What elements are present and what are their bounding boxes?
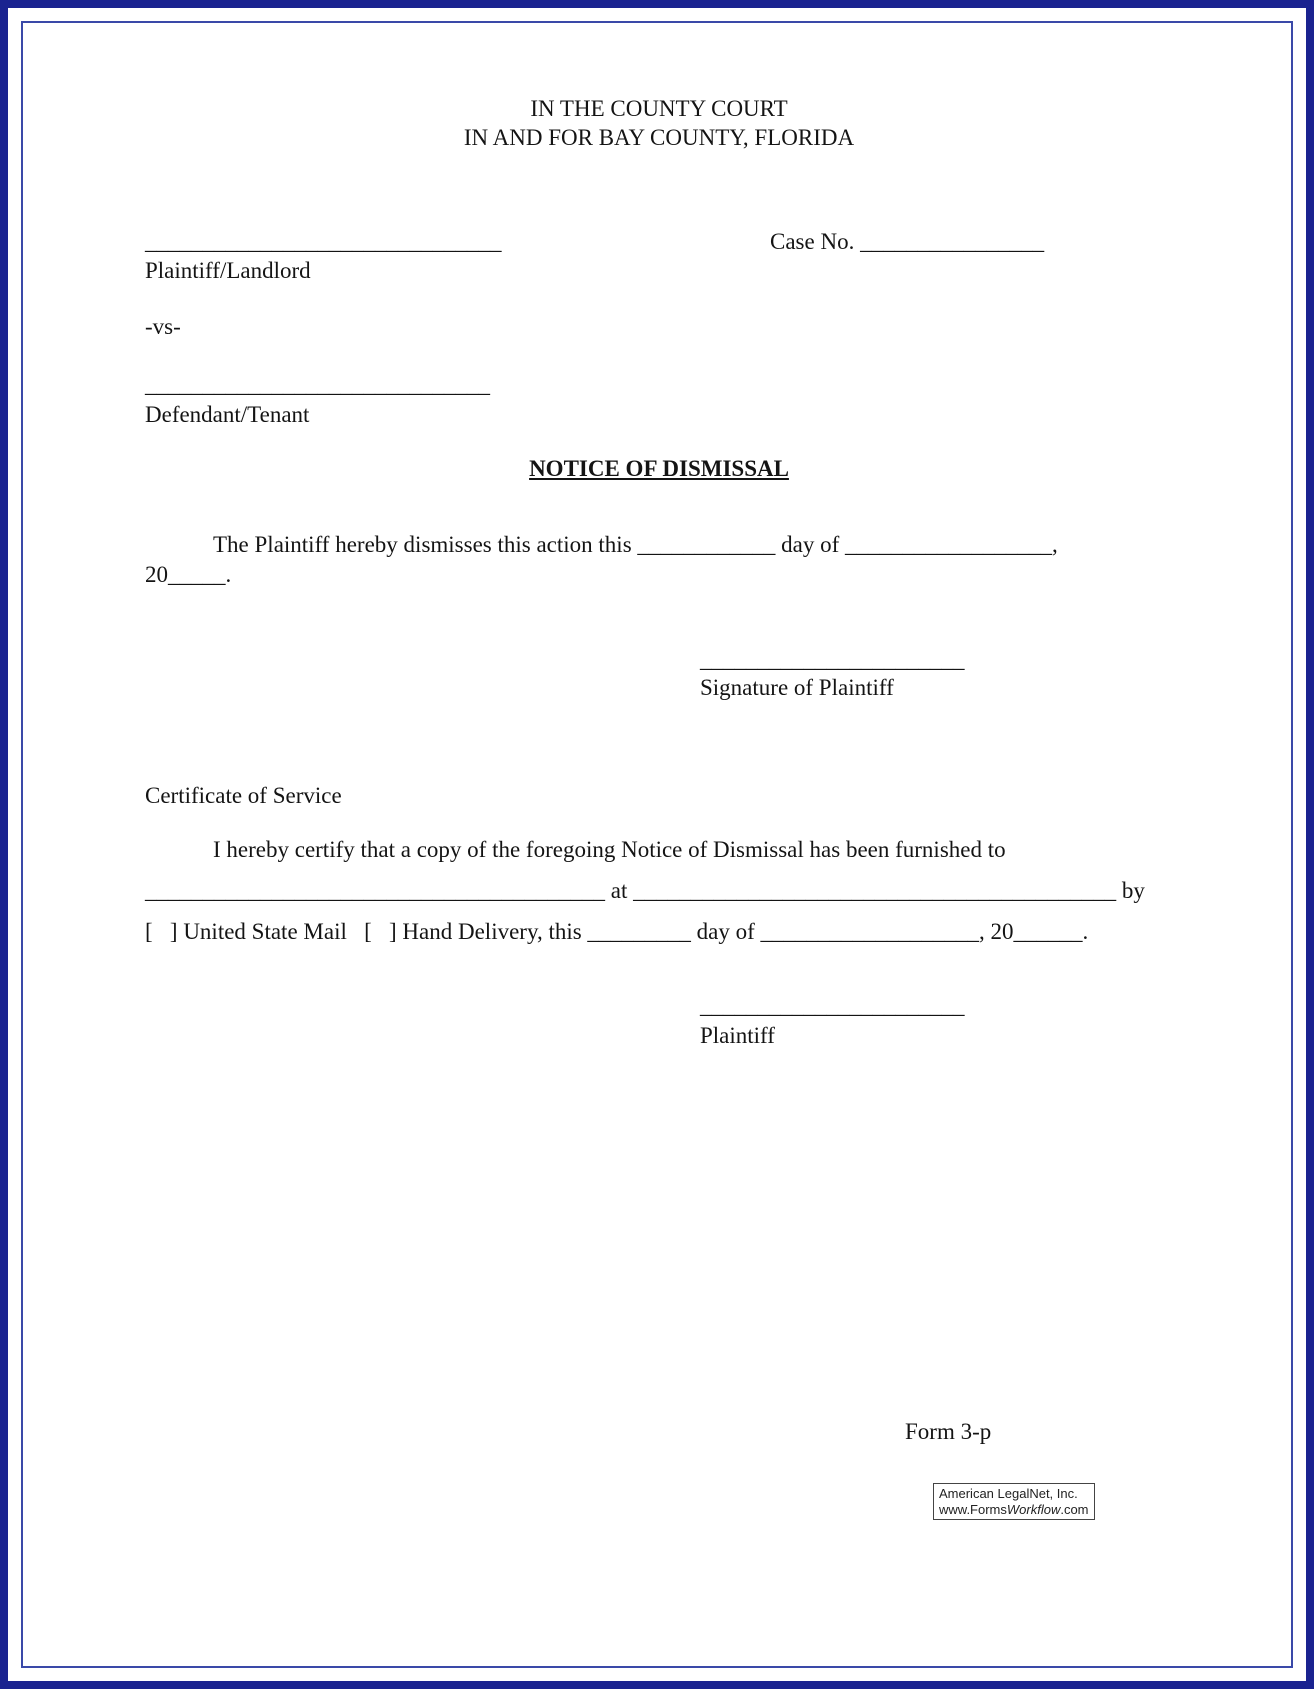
defendant-block [145, 370, 1173, 430]
case-number-blank: Case No. ________________ [770, 228, 1045, 254]
certificate-signature-block [700, 991, 1173, 1051]
plaintiff-signature-block [700, 646, 1173, 704]
court-header [145, 95, 1173, 153]
certificate-signature-label: Plaintiff [700, 1022, 775, 1048]
dismissal-line2: 20_____. [145, 561, 232, 587]
document-inner-border [21, 21, 1293, 1668]
court-header-line1: IN THE COUNTY COURT [530, 96, 788, 121]
dismissal-line1: The Plaintiff hereby dismisses this action this ____________ day of __________________, [213, 531, 1058, 557]
legalnet-company: American LegalNet, Inc. [939, 1486, 1078, 1501]
certificate-line1: I hereby certify that a copy of the foregoing Notice of Dismissal has been furnished to [213, 837, 1006, 863]
document-title: NOTICE OF DISMISSAL [529, 455, 789, 481]
versus-label: -vs- [145, 314, 181, 340]
defendant-name-blank: ______________________________ [145, 372, 490, 398]
dismissal-paragraph [145, 530, 1173, 590]
certificate-heading: Certificate of Service [145, 783, 342, 809]
plaintiff-name-blank: _______________________________ [145, 228, 502, 254]
legalnet-url: www.FormsWorkflow.com [939, 1501, 1089, 1517]
caption-row [145, 227, 1173, 287]
legalnet-attribution-box [933, 1483, 1095, 1520]
defendant-label: Defendant/Tenant [145, 402, 310, 428]
signature-blank: _______________________ [700, 646, 965, 672]
certificate-signature-blank: _______________________ [700, 992, 965, 1018]
court-header-line2: IN AND FOR BAY COUNTY, FLORIDA [463, 124, 855, 150]
certificate-line2: ________________________________________ at __________________________________________ by [145, 877, 1145, 903]
signature-label: Signature of Plaintiff [700, 675, 894, 701]
certificate-line3: [ ] United State Mail [ ] Hand Delivery, this _________ day of ___________________, 20______. [145, 918, 1089, 944]
plaintiff-label: Plaintiff/Landlord [145, 258, 311, 284]
form-number: Form 3-p [905, 1419, 992, 1444]
